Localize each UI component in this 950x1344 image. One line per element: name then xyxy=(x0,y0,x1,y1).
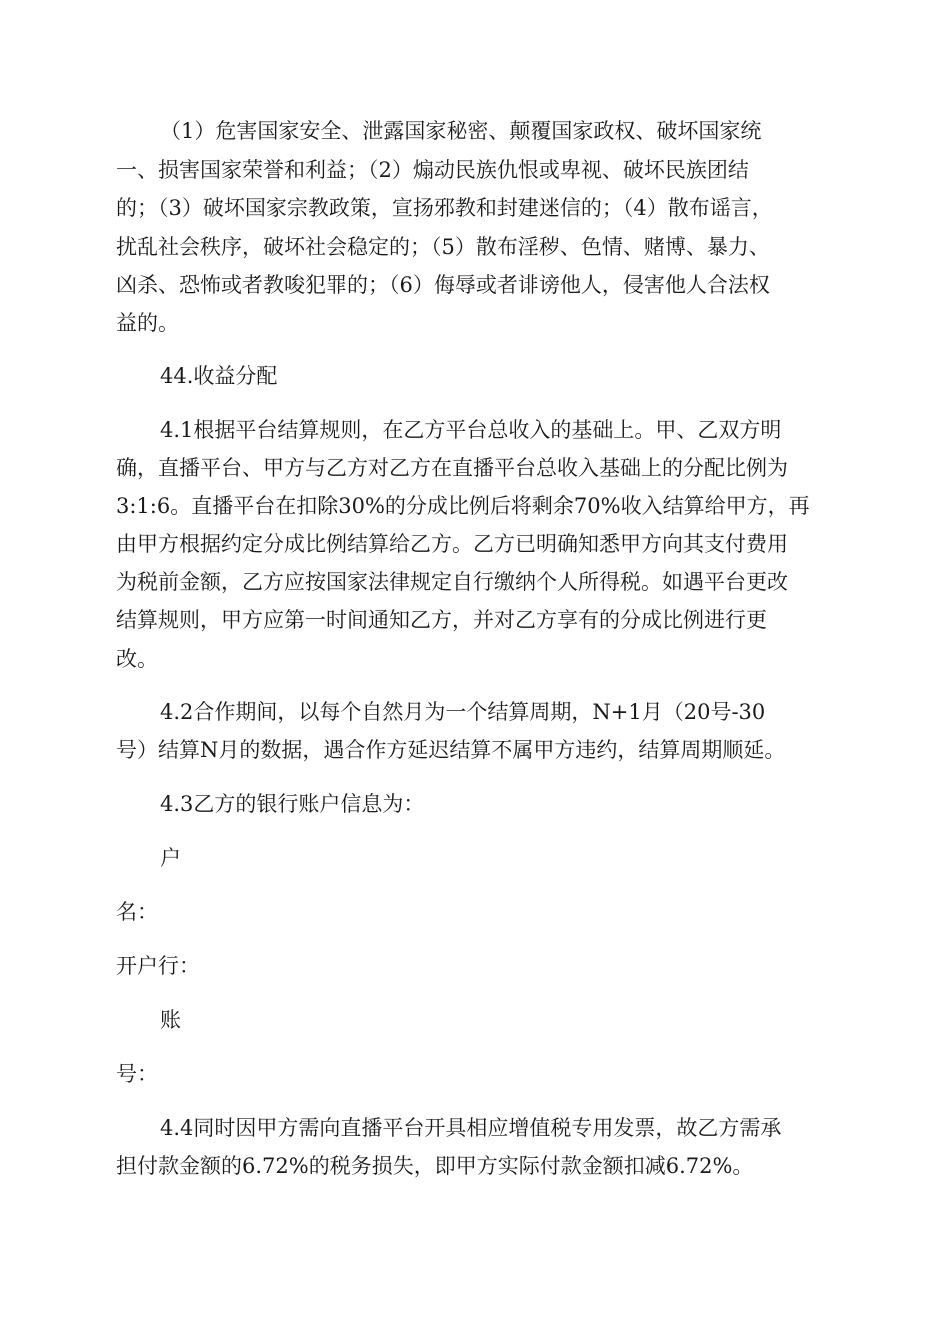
section-heading: 44.收益分配 xyxy=(160,364,278,388)
text-line: 为税前金额，乙方应按国家法律规定自行缴纳个人所得税。如遇平台更改 xyxy=(116,570,788,594)
account-number-label-part1: 账 xyxy=(160,1008,181,1032)
text-line: 4.4同时因甲方需向直播平台开具相应增值税专用发票，故乙方需承 xyxy=(160,1116,782,1140)
account-name-label-part1: 户 xyxy=(160,846,181,870)
text-line: 改。 xyxy=(116,647,158,671)
text-line: 3:1:6。直播平台在扣除30%的分成比例后将剩余70%收入结算给甲方，再 xyxy=(116,494,810,518)
text-line: 由甲方根据约定分成比例结算给乙方。乙方已明确知悉甲方向其支付费用 xyxy=(116,532,788,556)
text-line: 扰乱社会秩序，破坏社会稳定的；（5）散布淫秽、色情、赌博、暴力、 xyxy=(116,235,770,259)
text-line: 凶杀、恐怖或者教唆犯罪的；（6）侮辱或者诽谤他人，侵害他人合法权 xyxy=(116,273,770,297)
account-name-label-part2: 名： xyxy=(116,900,158,924)
text-line: 4.2合作期间，以每个自然月为一个结算周期，N+1月（20号-30 xyxy=(160,700,766,724)
text-line: 的；（3）破坏国家宗教政策，宣扬邪教和封建迷信的；（4）散布谣言， xyxy=(116,196,773,220)
bank-branch-label: 开户行： xyxy=(116,954,200,978)
text-line: 确，直播平台、甲方与乙方对乙方在直播平台总收入基础上的分配比例为 xyxy=(116,456,788,480)
text-line: 4.1根据平台结算规则，在乙方平台总收入的基础上。甲、乙双方明 xyxy=(160,418,782,442)
text-line: 号）结算N月的数据，遇合作方延迟结算不属甲方违约，结算周期顺延。 xyxy=(116,738,786,762)
text-line: （1）危害国家安全、泄露国家秘密、颠覆国家政权、破坏国家统 xyxy=(160,119,762,143)
clause-4-3-paragraph: 4.3乙方的银行账户信息为： xyxy=(160,792,425,816)
text-line: 一、损害国家荣誉和利益；（2）煽动民族仇恨或卑视、破坏民族团结 xyxy=(116,158,749,182)
text-line: 结算规则，甲方应第一时间通知乙方，并对乙方享有的分成比例进行更 xyxy=(116,608,767,632)
text-line: 益的。 xyxy=(116,311,179,335)
account-number-label-part2: 号： xyxy=(116,1062,158,1086)
text-line: 担付款金额的6.72%的税务损失，即甲方实际付款金额扣减6.72%。 xyxy=(116,1154,754,1178)
